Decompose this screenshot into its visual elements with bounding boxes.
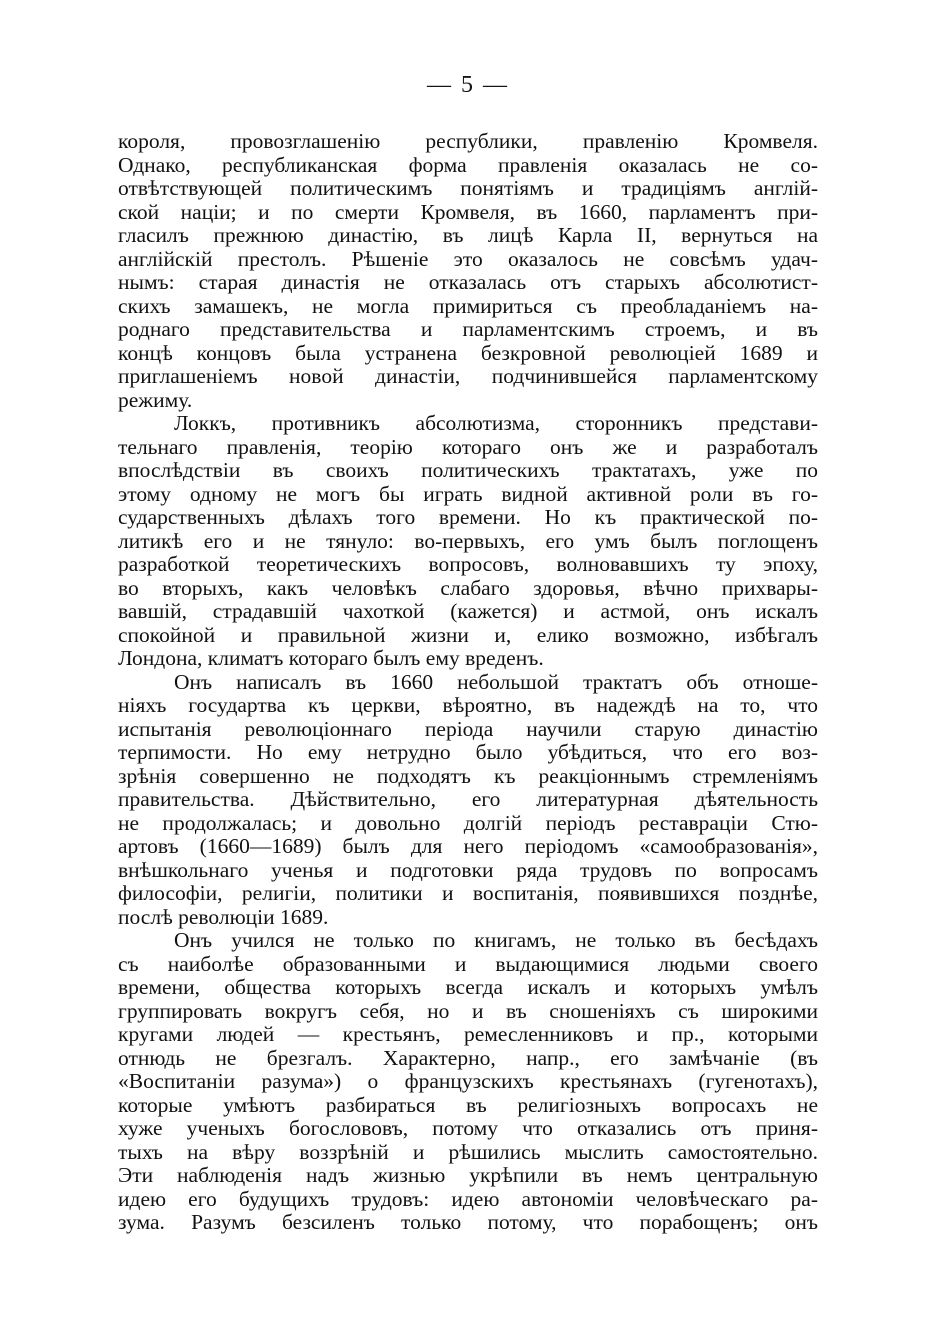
text-line: кругами людей — крестьянъ, ремесленниковъ и пр., которыми	[118, 1023, 818, 1046]
text-line: англійскій престолъ. Рѣшеніе это оказалось не совсѣмъ удач-	[118, 247, 818, 271]
text-line: впослѣдствіи въ своихъ политическихъ трактатахъ, уже по	[118, 459, 818, 482]
text-line: сударственныхъ дѣлахъ того времени. Но къ практической по-	[118, 506, 818, 529]
text-line: спокойной и правильной жизни и, елико возможно, избѣгалъ	[118, 623, 818, 647]
text-line: короля, провозглашенію республики, правленію Кромвеля.	[118, 130, 818, 153]
text-line: литикѣ его и не тянуло: во-первыхъ, его умъ былъ поглощенъ	[118, 529, 818, 553]
text-line: испытанія революціоннаго періода научили старую династію	[118, 717, 818, 741]
text-line: нымъ: старая династія не отказалась отъ старыхъ абсолютист-	[118, 271, 818, 294]
text-line: режиму.	[118, 388, 193, 412]
text-line: Локкъ, противникъ абсолютизма, сторонникъ представи-	[174, 412, 818, 435]
text-line: вавшій, страдавшій чахоткой (кажется) и астмой, онъ искалъ	[118, 600, 818, 623]
text-line: съ наиболѣе образованными и выдающимися людьми своего	[118, 952, 818, 976]
text-line: ніяхъ государтва къ церкви, вѣроятно, въ надеждѣ на то, что	[118, 694, 818, 717]
text-line: зрѣнія совершенно не подходятъ къ реакціоннымъ стремленіямъ	[118, 764, 818, 788]
text-line: концѣ концовъ была устранена безкровной революціей 1689 и	[118, 341, 818, 365]
text-line: Онъ написалъ въ 1660 небольшой трактатъ объ отноше-	[174, 670, 818, 694]
text-line: внѣшкольнаго ученья и подготовки ряда трудовъ по вопросамъ	[118, 858, 818, 882]
text-line: артовъ (1660—1689) былъ для него періодомъ «самообразованія»,	[118, 835, 818, 858]
text-line: послѣ революціи 1689.	[118, 905, 329, 929]
text-line: Эти наблюденія надъ жизнью укрѣпили въ немъ центральную	[118, 1164, 818, 1187]
text-line: во вторыхъ, какъ человѣкъ слабаго здоровья, вѣчно прихвары-	[118, 576, 818, 600]
text-line: отвѣтствующей политическимъ понятіямъ и традиціямъ англій-	[118, 177, 818, 200]
text-line: тельнаго правленія, теорію котораго онъ же и разработалъ	[118, 435, 818, 459]
text-line: «Воспитаніи разума») о французскихъ крестьянахъ (гугенотахъ),	[118, 1070, 818, 1093]
text-line: идею его будущихъ трудовъ: идею автономіи человѣческаго ра-	[118, 1187, 818, 1211]
text-line: отнюдь не брезгалъ. Характерно, напр., его замѣчаніе (въ	[118, 1046, 818, 1070]
text-line: ской націи; и по смерти Кромвеля, въ 1660, парламентъ при-	[118, 200, 818, 224]
text-line: которые умѣютъ разбираться въ религіозныхъ вопросахъ не	[118, 1093, 818, 1117]
text-line: этому одному не могъ бы играть видной активной роли въ го-	[118, 482, 818, 506]
text-line: зума. Разумъ безсиленъ только потому, что порабощенъ; онъ	[118, 1211, 818, 1234]
text-line: Онъ учился не только по книгамъ, не только въ бесѣдахъ	[174, 929, 818, 952]
text-line: не продолжалась; и довольно долгій періодъ реставраціи Стю-	[118, 811, 818, 835]
text-line: скихъ замашекъ, не могла примириться съ преобладаніемъ на-	[118, 294, 818, 318]
text-line: хуже ученыхъ богослововъ, потому что отказались отъ приня-	[118, 1117, 818, 1140]
text-line: разработкой теоретическихъ вопросовъ, волновавшихъ ту эпоху,	[118, 553, 818, 576]
text-line: терпимости. Но ему нетрудно было убѣдиться, что его воз-	[118, 741, 818, 764]
text-line: приглашеніемъ новой династіи, подчинившейся парламентскому	[118, 365, 818, 388]
text-line: тыхъ на вѣру воззрѣній и рѣшились мыслить самостоятельно.	[118, 1140, 818, 1164]
text-line: группировать вокругъ себя, но и въ сношеніяхъ съ широкими	[118, 999, 818, 1023]
page-number: — 5 —	[427, 72, 509, 98]
body-text	[118, 130, 818, 1235]
text-line: роднаго представительства и парламентскимъ строемъ, и въ	[118, 318, 818, 341]
text-line: Лондона, климатъ котораго былъ ему вреденъ.	[118, 647, 544, 670]
text-line: Однако, республиканская форма правленія оказалась не со-	[118, 153, 818, 177]
text-line: философіи, религіи, политики и воспитанія, появившихся позднѣе,	[118, 882, 818, 905]
text-line: времени, общества которыхъ всегда искалъ и которыхъ умѣлъ	[118, 976, 818, 999]
text-line: гласилъ прежнюю династію, въ лицѣ Карла II, вернуться на	[118, 224, 818, 247]
text-line: правительства. Дѣйствительно, его литературная дѣятельность	[118, 788, 818, 811]
